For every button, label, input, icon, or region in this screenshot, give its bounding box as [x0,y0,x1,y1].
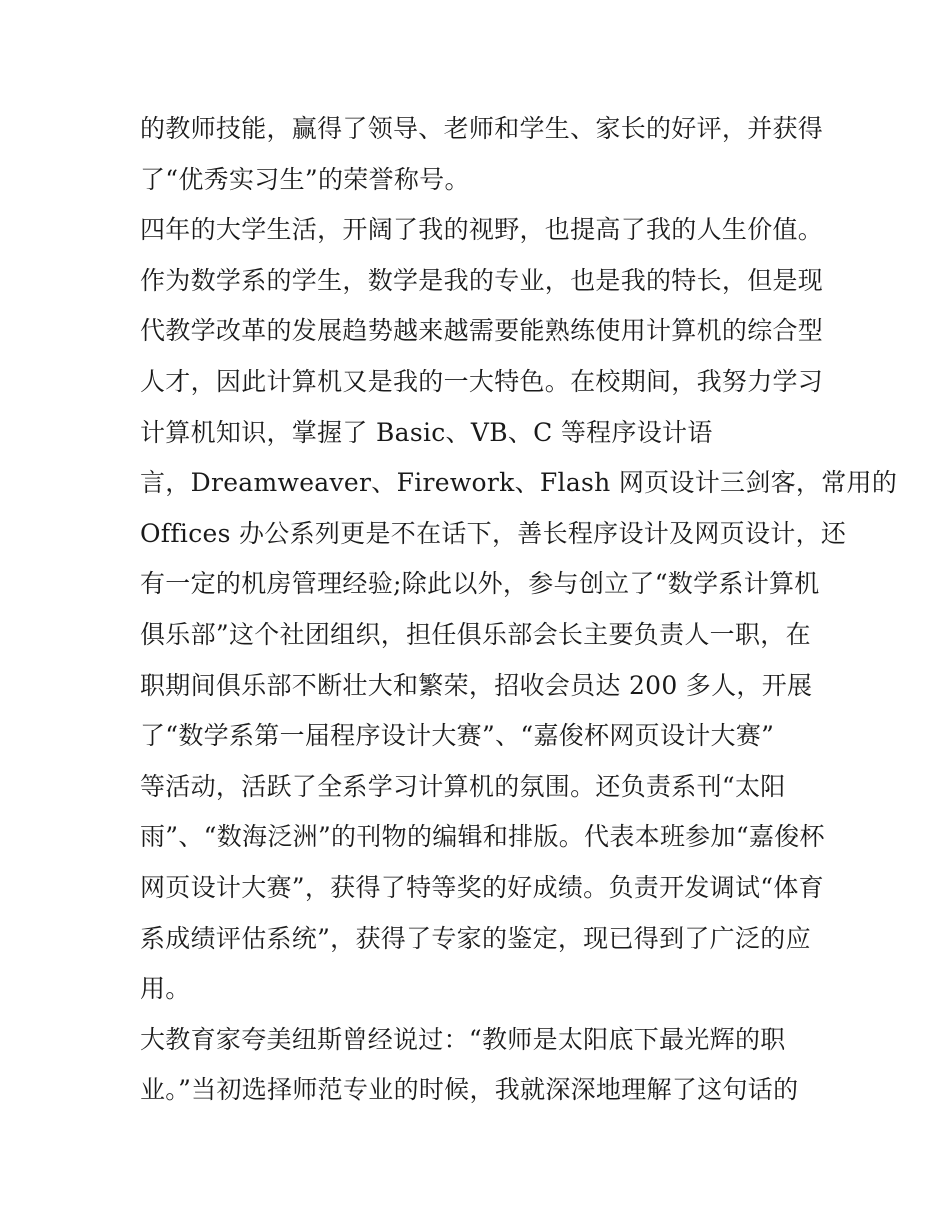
text-line: 作为数学系的学生，数学是我的专业，也是我的特长，但是现 [140,265,824,295]
text-line: 大教育家夸美纽斯曾经说过：“教师是太阳底下最光辉的职 [140,1024,786,1054]
text-line: 计算机知识，掌握了 Basic、VB、C 等程序设计语 [140,417,713,447]
text-line: 俱乐部”这个社团组织，担任俱乐部会长主要负责人一职，在 [140,619,811,649]
text-line: 人才，因此计算机又是我的一大特色。在校期间，我努力学习 [140,366,824,396]
text-line: 言，Dreamweaver、Firework、Flash 网页设计三剑客，常用的 [140,468,898,498]
text-line: 职期间俱乐部不断壮大和繁荣，招收会员达 200 多人，开展 [140,670,813,700]
text-line: 网页设计大赛”，获得了特等奖的好成绩。负责开发调试“体育 [140,872,824,902]
text-line: 系成绩评估系统”，获得了专家的鉴定，现已得到了广泛的应 [140,923,811,953]
text-line: 业。”当初选择师范专业的时候，我就深深地理解了这句话的 [140,1075,799,1105]
text-line: 有一定的机房管理经验;除此以外，参与创立了“数学系计算机 [140,569,820,599]
text-line: 等活动，活跃了全系学习计算机的氛围。还负责系刊“太阳 [140,771,786,801]
text-line: Offices 办公系列更是不在话下，善长程序设计及网页设计，还 [140,518,847,548]
text-line: 用。 [140,974,191,1004]
text-line: 代教学改革的发展趋势越来越需要能熟练使用计算机的综合型 [140,316,824,346]
text-line: 的教师技能，赢得了领导、老师和学生、家长的好评，并获得 [140,114,824,143]
text-line: 了“数学系第一届程序设计大赛”、“嘉俊杯网页设计大赛” [140,721,775,751]
body-text [140,104,898,1116]
text-line: 了“优秀实习生”的荣誉称号。 [140,164,470,194]
text-line: 雨”、“数海泛洲”的刊物的编辑和排版。代表本班参加“嘉俊杯 [140,822,825,852]
text-line: 四年的大学生活，开阔了我的视野，也提高了我的人生价值。 [140,215,824,245]
